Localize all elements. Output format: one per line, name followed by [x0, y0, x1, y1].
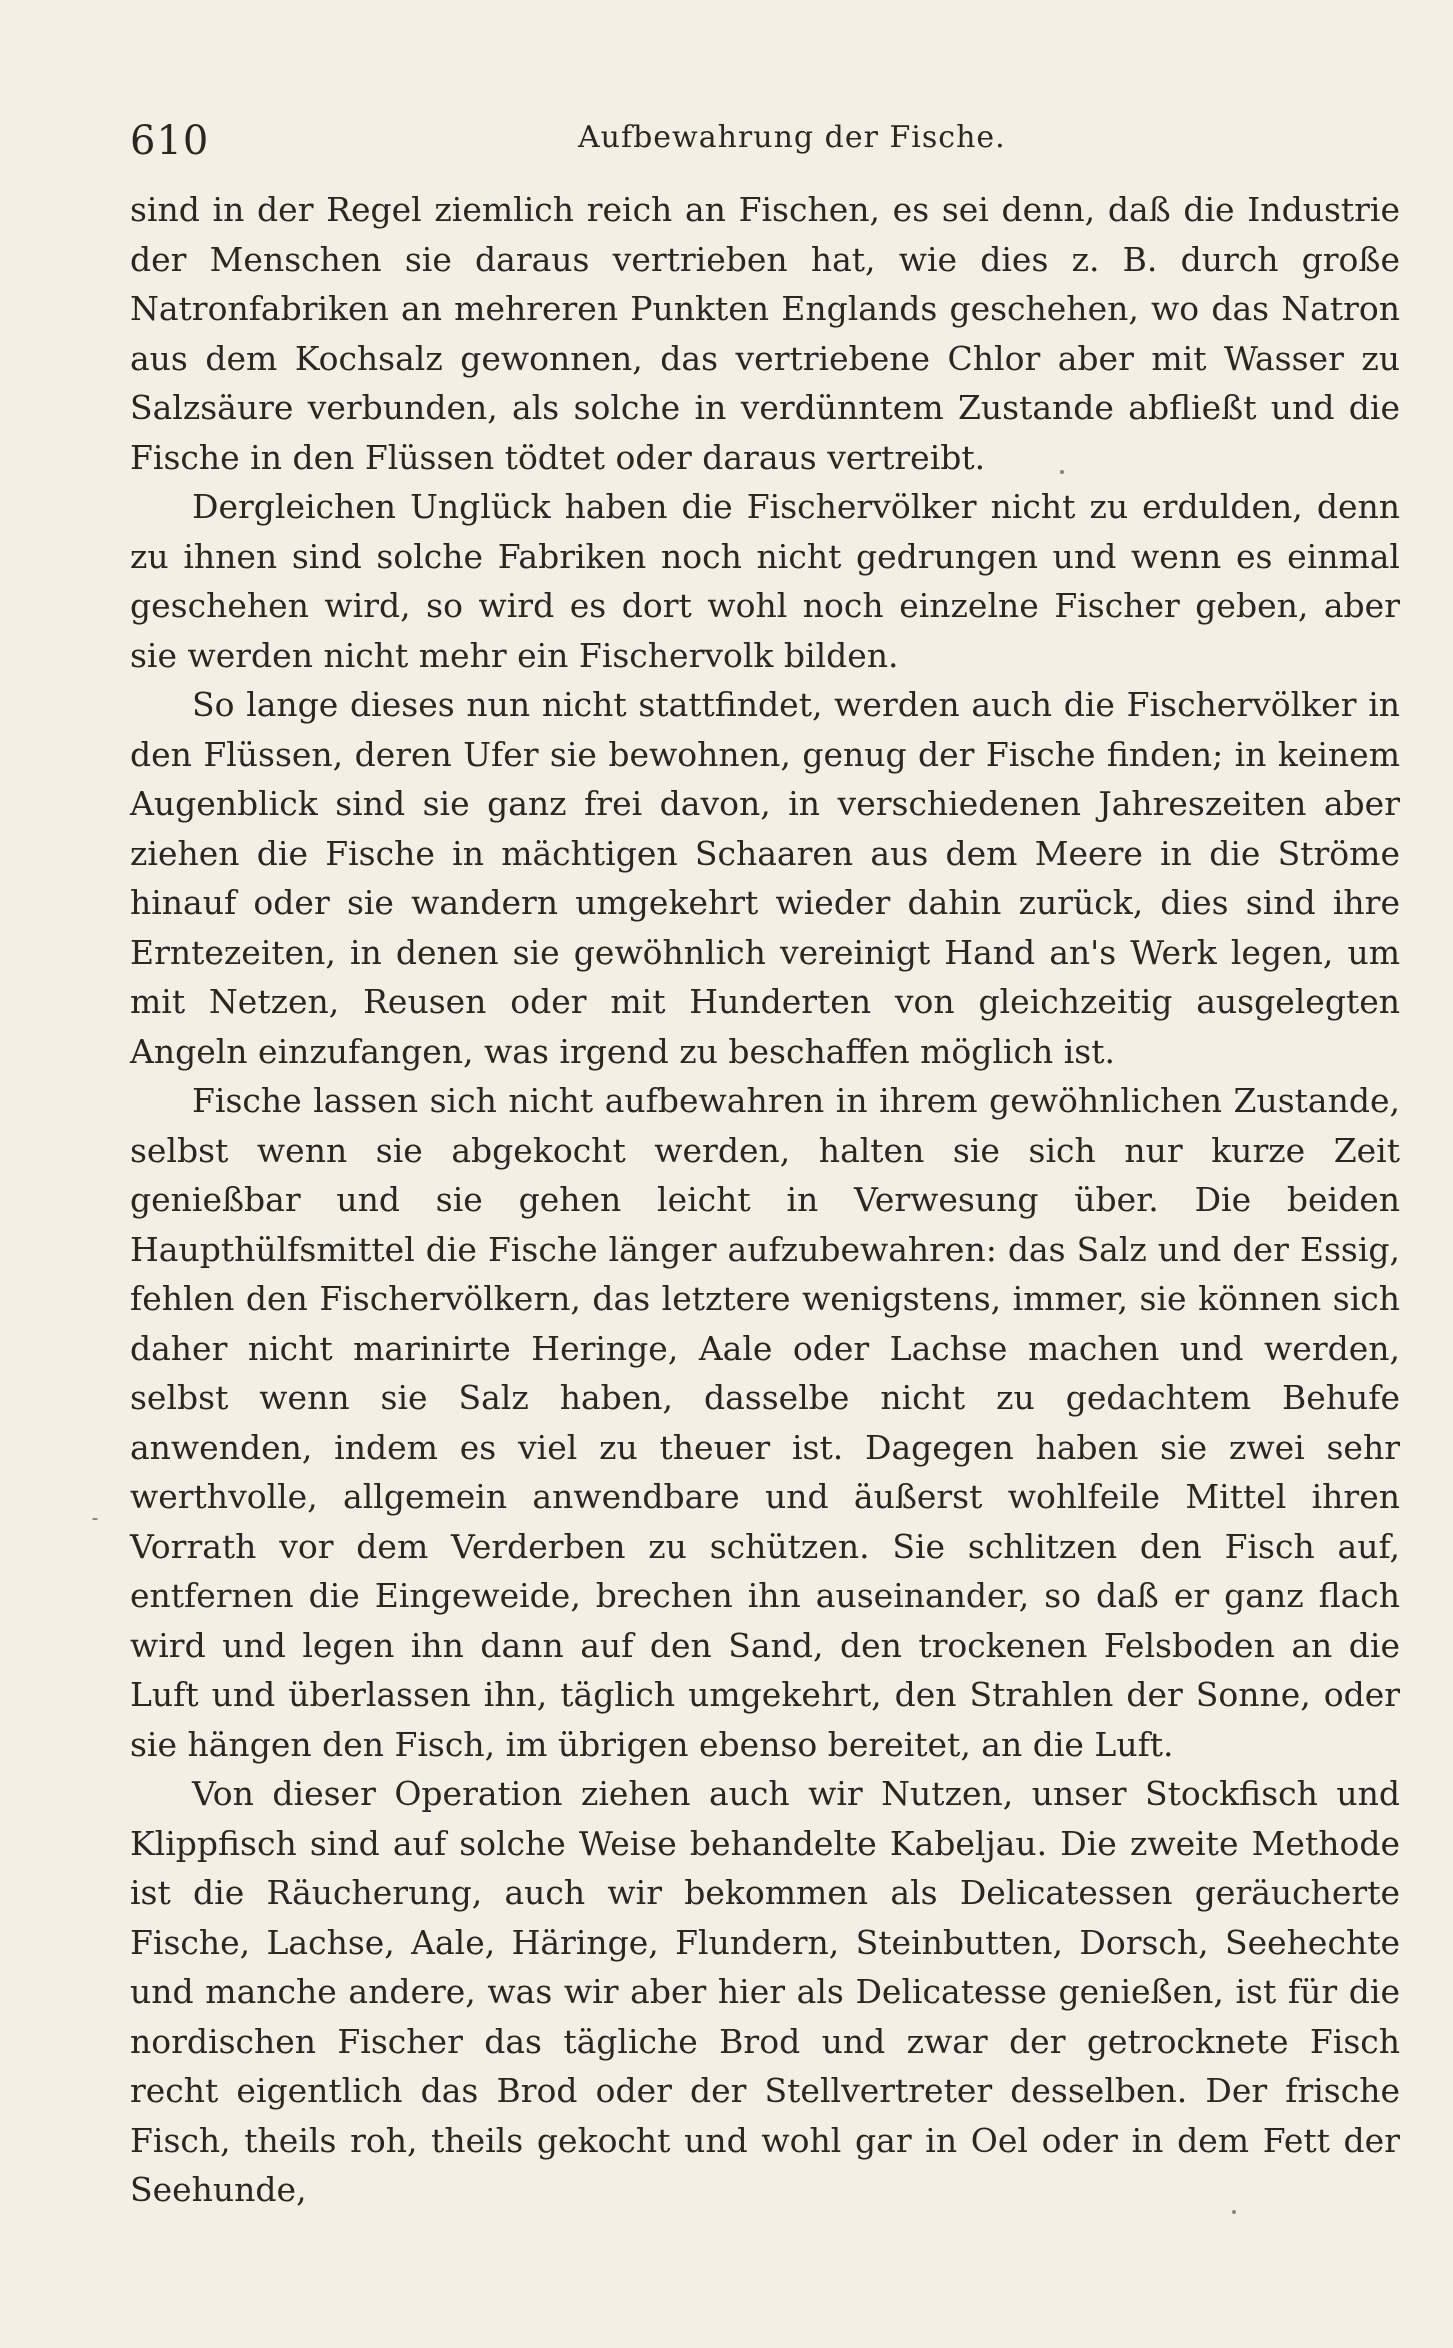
paragraph-3: So lange dieses nun nicht stattfindet, werden auch die Fischervölker in den Flüssen, deren Ufer sie bewohnen, genug der Fische finden; in keinem Augenblick sind sie ganz frei davon, in verschiedenen Jahreszeiten aber ziehen die Fische in mächtigen Schaaren aus dem Meere in die Ströme hinauf oder sie wandern umgekehrt wieder dahin zurück, dies sind ihre Erntezeiten, in denen sie gewöhnlich vereinigt Hand an's Werk legen, um mit Netzen, Reusen oder mit Hunderten von gleichzeitig ausgelegten Angeln einzufangen, was irgend zu beschaffen möglich ist.	[130, 685, 1400, 1071]
paragraph-4: Fische lassen sich nicht aufbewahren in ihrem gewöhnlichen Zustande, selbst wenn sie abgekocht werden, halten sie sich nur kurze Zeit genießbar und sie gehen leicht in Verwesung über. Die beiden Haupthülfsmittel die Fische länger aufzubewahren: das Salz und der Essig, fehlen den Fischervölkern, das letztere wenigstens, immer, sie können sich daher nicht marinirte Heringe, Aale oder Lachse machen und werden, selbst wenn sie Salz haben, dasselbe nicht zu gedachtem Behufe anwenden, indem es viel zu theuer ist. Dagegen haben sie zwei sehr werthvolle, allgemein anwendbare und äußerst wohlfeile Mittel ihren Vorrath vor dem Verderben zu schützen. Sie schlitzen den Fisch auf, entfernen die Eingeweide, brechen ihn auseinander, so daß er ganz flach wird und legen ihn dann auf den Sand, den trockenen Felsboden an die Luft und überlassen ihn, täglich umgekehrt, den Strahlen der Sonne, oder sie hängen den Fisch, im übrigen ebenso bereitet, an die Luft.	[130, 1081, 1400, 1764]
page-number: 610	[130, 118, 210, 164]
paragraph-1: sind in der Regel ziemlich reich an Fischen, es sei denn, daß die Industrie der Menschen sie daraus vertrieben hat, wie dies z. B. durch große Natronfabriken an mehreren Punkten Englands geschehen, wo das Natron aus dem Kochsalz gewonnen, das vertriebene Chlor aber mit Wasser zu Salzsäure verbunden, als solche in verdünntem Zustande abfließt und die Fische in den Flüssen tödtet oder daraus vertreibt.	[130, 190, 1400, 477]
page-header	[130, 118, 1400, 178]
paper-speck	[1232, 2210, 1236, 2214]
paragraph-5: Von dieser Operation ziehen auch wir Nutzen, unser Stockfisch und Klippfisch sind auf solche Weise behandelte Kabeljau. Die zweite Methode ist die Räucherung, auch wir bekommen als Delicatessen geräucherte Fische, Lachse, Aale, Häringe, Flundern, Steinbutten, Dorsch, Seehechte und manche andere, was wir aber hier als Delicatesse genießen, ist für die nordischen Fischer das tägliche Brod und zwar der getrocknete Fisch recht eigentlich das Brod oder der Stellvertreter desselben. Der frische Fisch, theils roh, theils gekocht und wohl gar in Oel oder in dem Fett der Seehunde,	[130, 1774, 1400, 2209]
paper-speck	[92, 1518, 98, 1520]
paper-speck	[1060, 470, 1064, 474]
body-text	[130, 185, 1400, 2215]
paragraph-2: Dergleichen Unglück haben die Fischervölker nicht zu erdulden, denn zu ihnen sind solche Fabriken noch nicht gedrungen und wenn es einmal geschehen wird, so wird es dort wohl noch einzelne Fischer geben, aber sie werden nicht mehr ein Fischervolk bilden.	[130, 487, 1400, 675]
running-title: Aufbewahrung der Fische.	[578, 120, 1006, 155]
